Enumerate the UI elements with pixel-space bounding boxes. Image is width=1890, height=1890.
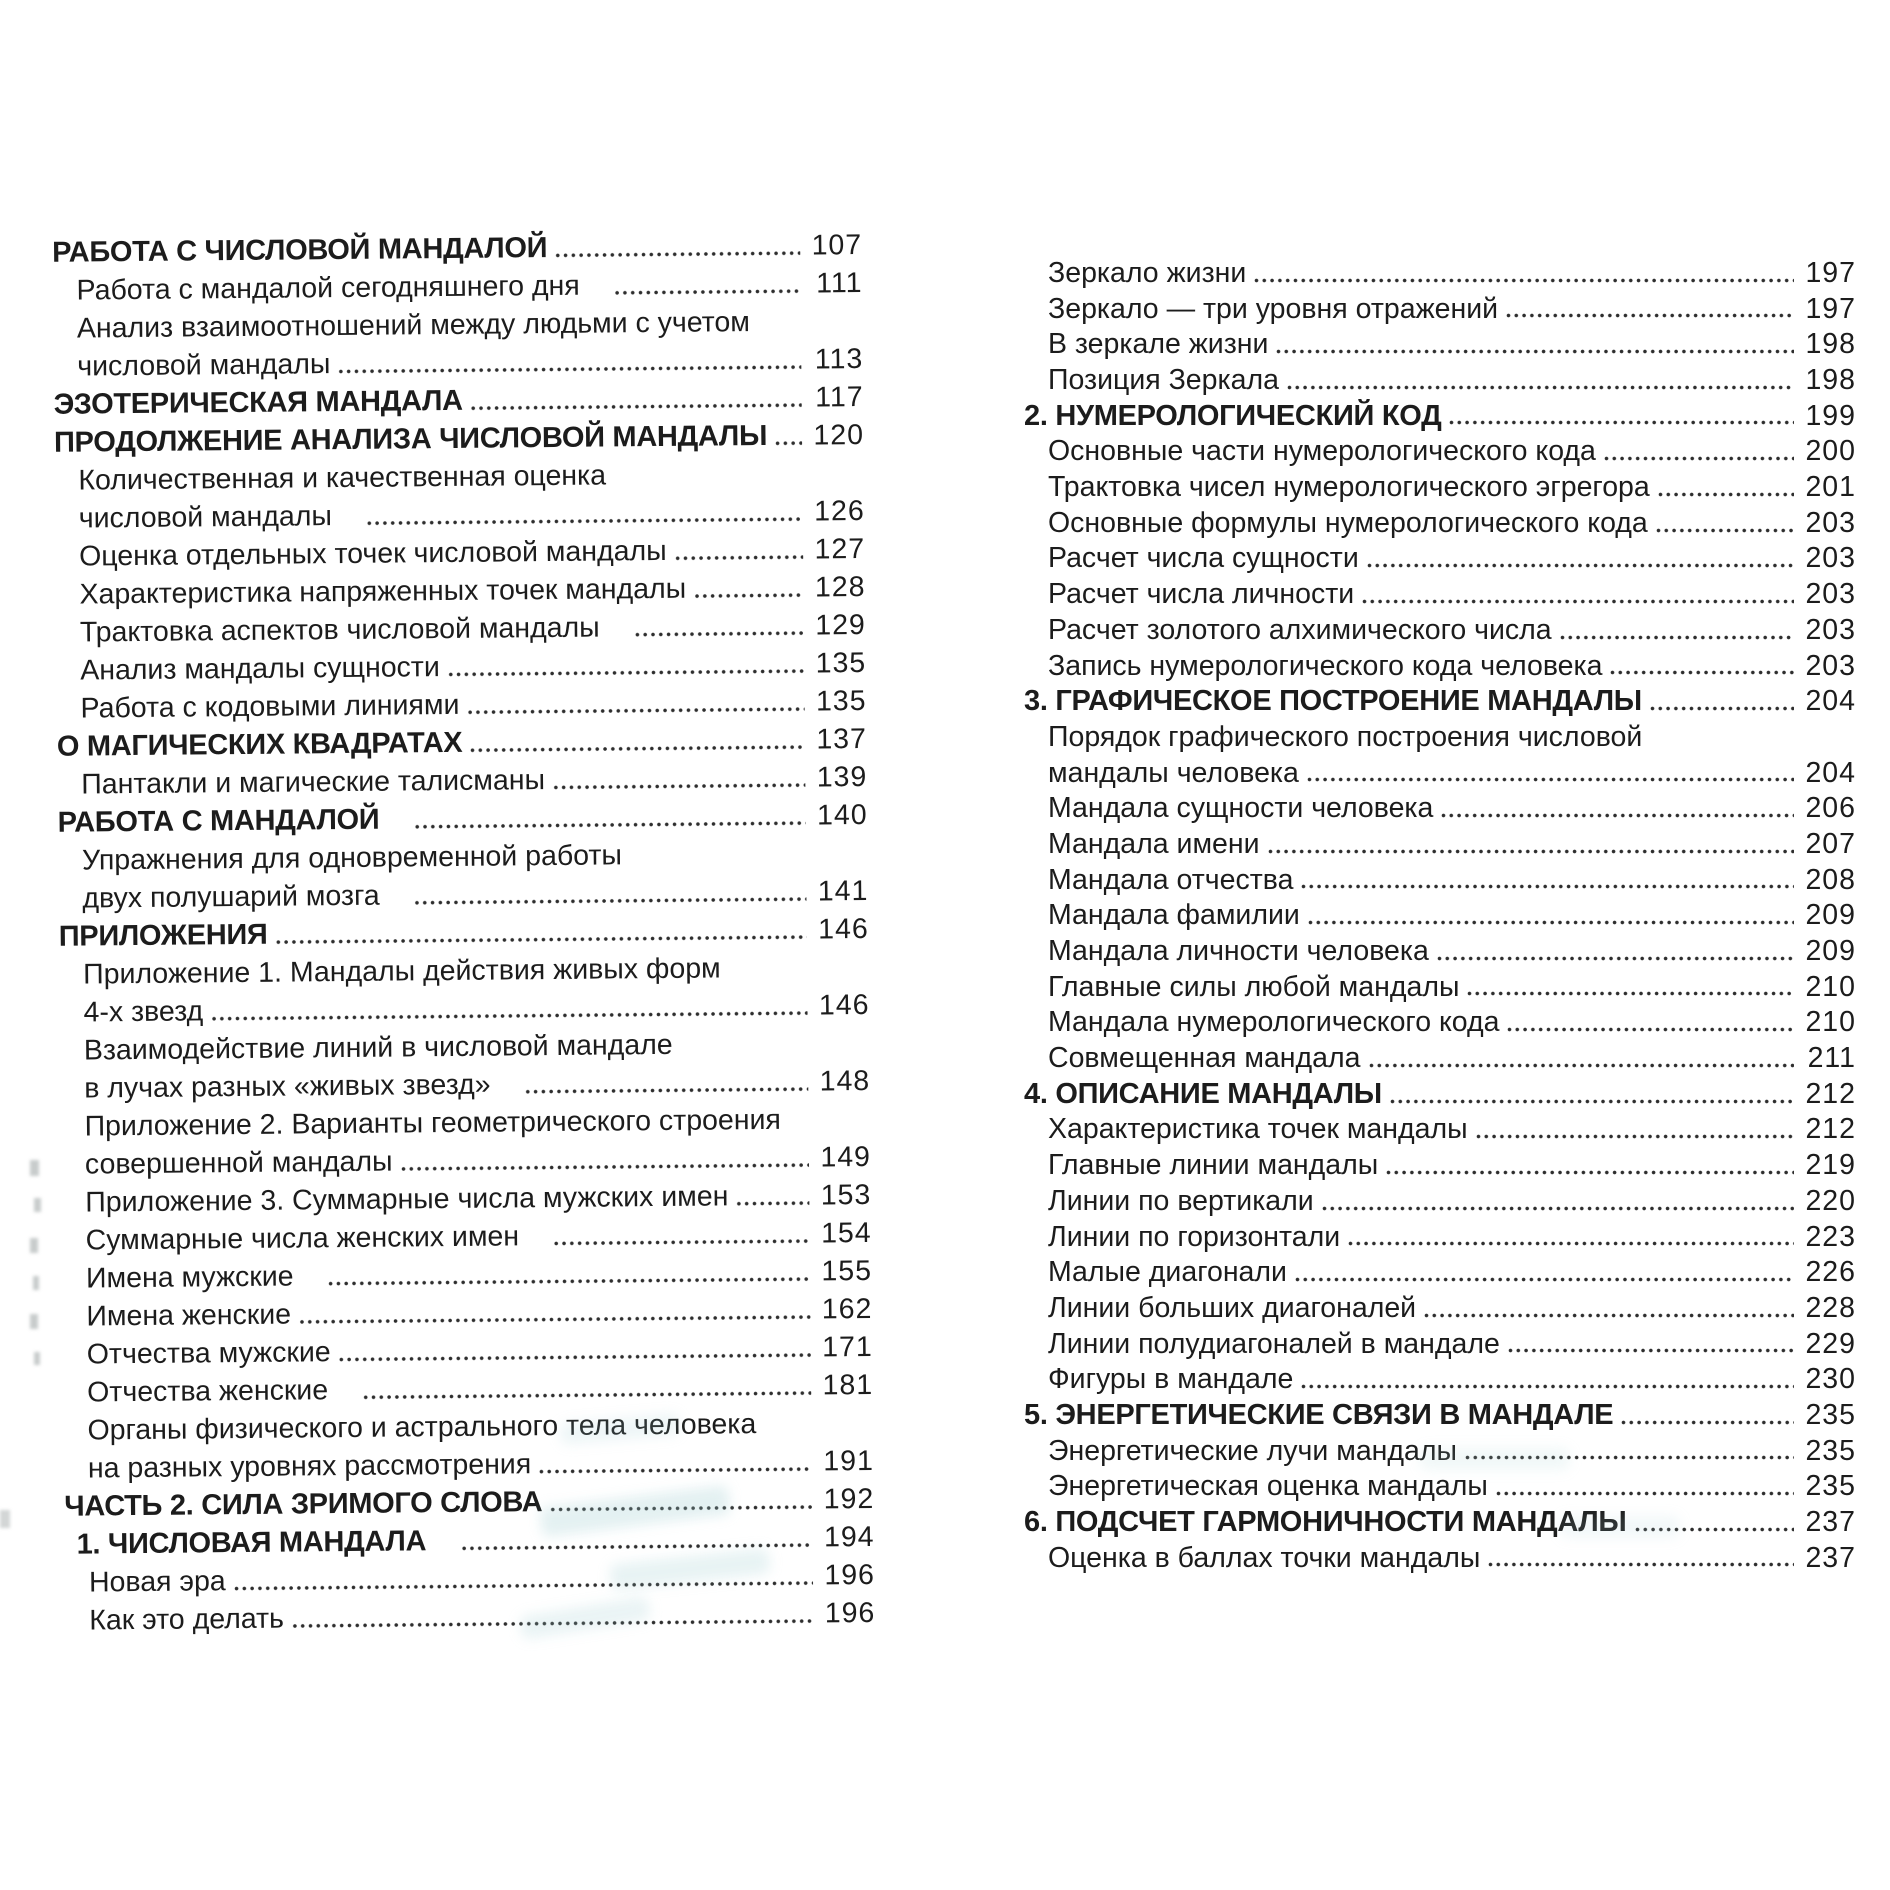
dot-leader <box>553 1237 810 1248</box>
toc-entry-title: Линии по горизонтали <box>1048 1220 1341 1253</box>
toc-item-row <box>77 302 863 348</box>
toc-entry-title: Мандала личности человека <box>1048 935 1429 968</box>
toc-page-number: 197 <box>1805 256 1856 289</box>
toc-page-number: 206 <box>1805 792 1856 825</box>
toc-entry-title: Совмещенная мандала <box>1048 1042 1361 1075</box>
toc-entry-title: Основные формулы нумерологического кода <box>1048 506 1648 539</box>
toc-entry-title: Приложение 2. Варианты геометрического строения <box>84 1103 782 1143</box>
toc-page-number: 203 <box>1805 542 1856 575</box>
toc-entry-title: Энергетическая оценка мандалы <box>1048 1470 1488 1503</box>
dot-leader <box>1366 561 1794 570</box>
toc-page-number: 196 <box>824 1596 876 1630</box>
toc-entry-title: Количественная и качественная оценка <box>78 459 607 497</box>
dot-leader <box>629 857 806 868</box>
toc-entry-title: двух полушарий мозга <box>82 879 380 915</box>
dot-leader <box>774 439 802 448</box>
toc-entry-title: Работа с кодовыми линиями <box>80 688 460 725</box>
toc-entry-title: Расчет числа личности <box>1048 578 1355 611</box>
toc-page-number: 127 <box>814 532 866 566</box>
toc-page-number: 198 <box>1805 364 1856 397</box>
dot-leader <box>291 1617 814 1631</box>
toc-page-number: 129 <box>815 608 866 642</box>
toc-entry-title: Как это делать <box>89 1602 285 1637</box>
dot-leader <box>757 325 801 334</box>
toc-page-number: 135 <box>815 684 867 718</box>
toc-page-number: 153 <box>820 1178 872 1212</box>
toc-page-number: 209 <box>1805 899 1856 932</box>
toc-item-row <box>1048 970 1856 1006</box>
dot-leader <box>1448 418 1794 427</box>
scan-margin-speck <box>30 1314 38 1329</box>
toc-entry-title: Порядок графического построения числовой <box>1048 720 1643 753</box>
toc-page-number: 211 <box>1807 1042 1856 1075</box>
dot-leader <box>362 1389 811 1402</box>
toc-item-row <box>1048 649 1856 685</box>
toc-page-number: 201 <box>1805 471 1856 504</box>
toc-page-number: 235 <box>1805 1470 1856 1503</box>
dot-leader <box>1506 1025 1794 1034</box>
toc-entry-title: 1. ЧИСЛОВАЯ МАНДАЛА <box>76 1525 427 1561</box>
toc-item-row <box>1048 1362 1856 1398</box>
scan-margin-speck <box>34 1198 41 1212</box>
toc-entry-title: мандалы человека <box>1048 756 1299 789</box>
scan-margin-speck <box>30 1238 38 1253</box>
toc-entry-title: Трактовка чисел нумерологического эгрегора <box>1048 471 1650 504</box>
toc-page-number: 196 <box>824 1558 876 1592</box>
toc-page-number: 235 <box>1805 1398 1856 1431</box>
toc-page-number: 212 <box>1805 1113 1856 1146</box>
toc-page-number: 181 <box>822 1368 874 1402</box>
toc-page-number: 171 <box>822 1330 873 1364</box>
toc-entry-title: Зеркало жизни <box>1048 256 1247 289</box>
toc-item-row <box>1048 577 1856 613</box>
toc-page-number: 146 <box>818 988 870 1022</box>
toc-entry-title: Оценка в баллах точки мандалы <box>1048 1541 1481 1574</box>
dot-leader <box>1306 775 1794 784</box>
toc-entry-title: совершенной мандалы <box>84 1145 393 1181</box>
toc-item-row <box>89 1594 875 1640</box>
toc-item-row <box>1048 1005 1856 1041</box>
dot-leader <box>413 819 805 832</box>
dot-leader <box>538 1465 812 1477</box>
toc-page-number: 148 <box>819 1064 871 1098</box>
toc-entry-title: в лучах разных «живых звезд» <box>84 1068 491 1105</box>
toc-entry-title: Линии по вертикали <box>1048 1184 1314 1217</box>
toc-page-number: 203 <box>1805 613 1856 646</box>
toc-item-row <box>1048 1113 1856 1149</box>
dot-leader <box>466 705 804 717</box>
toc-page-number: 198 <box>1805 328 1856 361</box>
dot-leader <box>1385 1168 1794 1177</box>
toc-right-column <box>1024 256 1856 1576</box>
dot-leader <box>210 1009 807 1024</box>
toc-item-row <box>1048 1434 1856 1470</box>
toc-item-row <box>1048 363 1856 399</box>
dot-leader <box>1466 989 1794 998</box>
dot-leader <box>1609 668 1794 677</box>
toc-entry-title: Характеристика напряженных точек мандалы <box>79 572 687 611</box>
toc-page-number: 237 <box>1805 1506 1856 1539</box>
toc-entry-title: Характеристика точек мандалы <box>1048 1113 1468 1146</box>
toc-item-row <box>1048 1148 1856 1184</box>
dot-leader <box>552 781 805 792</box>
toc-entry-title: 2. НУМЕРОЛОГИЧЕСКИЙ КОД <box>1024 399 1442 432</box>
toc-entry-title: ПРОДОЛЖЕНИЕ АНАЛИЗА ЧИСЛОВОЙ МАНДАЛЫ <box>53 419 768 459</box>
toc-page-number: 237 <box>1805 1541 1856 1574</box>
toc-page-number: 199 <box>1805 399 1856 432</box>
dot-leader <box>1507 1346 1794 1355</box>
dot-leader <box>1464 1453 1794 1462</box>
toc-entry-title: ПРИЛОЖЕНИЯ <box>58 918 268 953</box>
toc-entry-title: Энергетические лучи мандалы <box>1048 1434 1458 1467</box>
dot-leader <box>554 249 800 260</box>
dot-leader <box>1657 490 1794 499</box>
toc-entry-title: Пантакли и магические талисманы <box>81 764 546 801</box>
toc-page-number: 135 <box>815 646 867 680</box>
toc-item-row <box>1048 1541 1856 1577</box>
dot-leader <box>338 1351 811 1365</box>
dot-leader <box>1321 1204 1794 1213</box>
toc-page-number: 212 <box>1805 1077 1856 1110</box>
dot-leader <box>1347 1239 1794 1248</box>
toc-entry-title: РАБОТА С ЧИСЛОВОЙ МАНДАЛОЙ <box>52 232 548 269</box>
toc-heading-row <box>1024 684 1856 720</box>
toc-page-number: 203 <box>1805 506 1856 539</box>
dot-leader <box>1440 811 1794 820</box>
toc-heading-row <box>54 416 864 462</box>
dot-leader <box>1649 704 1794 713</box>
toc-page-number: 207 <box>1805 827 1856 860</box>
toc-entry-title: числовой мандалы <box>78 500 333 535</box>
dot-leader <box>337 363 801 376</box>
toc-page-number: 126 <box>814 494 865 528</box>
dot-leader <box>1361 597 1794 606</box>
toc-entry-title: Мандала отчества <box>1048 863 1294 896</box>
toc-item-row <box>1048 827 1856 863</box>
toc-heading-row <box>1024 399 1856 435</box>
toc-entry-title: Линии больших диагоналей <box>1048 1291 1417 1324</box>
dot-leader <box>1655 526 1794 535</box>
toc-item-row <box>1048 863 1856 899</box>
toc-page-number: 208 <box>1805 863 1856 896</box>
toc-page-number: 204 <box>1805 685 1856 718</box>
toc-entry-title: Оценка отдельных точек числовой мандалы <box>78 534 667 573</box>
toc-heading-row <box>1024 1077 1856 1113</box>
toc-page-number: 192 <box>823 1482 875 1516</box>
dot-leader <box>1368 1061 1795 1070</box>
toc-item-row <box>1048 434 1856 470</box>
toc-item-row <box>1048 470 1856 506</box>
toc-page-number: 141 <box>817 874 869 908</box>
toc-entry-title: Мандала сущности человека <box>1048 792 1434 825</box>
dot-leader <box>1300 882 1794 891</box>
toc-page-number: 228 <box>1805 1291 1856 1324</box>
toc-entry-title: 4. ОПИСАНИЕ МАНДАЛЫ <box>1024 1077 1382 1110</box>
toc-page-number: 146 <box>818 912 869 946</box>
dot-leader <box>693 591 803 601</box>
dot-leader <box>1286 383 1794 392</box>
dot-leader <box>763 1427 811 1436</box>
toc-page-number: 200 <box>1805 435 1856 468</box>
toc-entry-title: Фигуры в мандале <box>1048 1363 1294 1396</box>
toc-item-row <box>1048 542 1856 578</box>
toc-page-number: 149 <box>820 1140 872 1174</box>
dot-leader <box>634 629 804 640</box>
dot-leader <box>1603 454 1794 463</box>
dot-leader <box>613 477 802 488</box>
dot-leader <box>328 1275 811 1289</box>
scan-margin-speck <box>34 1352 40 1365</box>
toc-entry-title: Суммарные числа женских имен <box>85 1220 520 1257</box>
toc-page-number: 155 <box>821 1254 873 1288</box>
dot-leader <box>680 1047 808 1057</box>
toc-entry-title: Главные силы любой мандалы <box>1048 970 1460 1003</box>
toc-page-number: 137 <box>816 722 868 756</box>
dot-leader <box>400 1161 809 1174</box>
dot-leader <box>1559 633 1794 642</box>
toc-page-number: 140 <box>816 798 868 832</box>
toc-entry-title: 6. ПОДСЧЕТ ГАРМОНИЧНОСТИ МАНДАЛЫ <box>1024 1506 1627 1539</box>
toc-entry-title: на разных уровнях рассмотрения <box>87 1448 532 1485</box>
toc-entry-title: Мандала фамилии <box>1048 899 1300 932</box>
toc-page-number: 113 <box>814 342 864 376</box>
dot-leader <box>1300 1382 1794 1391</box>
dot-leader <box>1505 311 1794 320</box>
toc-item-row <box>1048 1327 1856 1363</box>
toc-entry-title: Новая эра <box>88 1565 226 1599</box>
toc-entry-title: Приложение 3. Суммарные числа мужских имен <box>85 1180 729 1219</box>
toc-page-number: 223 <box>1805 1220 1856 1253</box>
toc-entry-title: ЭЗОТЕРИЧЕСКАЯ МАНДАЛА <box>53 384 463 421</box>
toc-entry-title: Упражнения для одновременной работы <box>81 839 623 877</box>
dot-leader <box>1267 847 1794 856</box>
dot-leader <box>525 1085 809 1097</box>
toc-page-number: 194 <box>823 1520 875 1554</box>
toc-page-number: 204 <box>1805 756 1856 789</box>
dot-leader <box>674 553 804 563</box>
toc-item-row <box>1048 292 1856 328</box>
dot-leader <box>549 1503 812 1515</box>
dot-leader <box>414 895 807 908</box>
dot-leader <box>1495 1489 1794 1498</box>
toc-entry-title: Отчества женские <box>87 1374 329 1409</box>
toc-page-number: 210 <box>1805 970 1856 1003</box>
toc-page-number: 210 <box>1805 1006 1856 1039</box>
dot-leader <box>298 1313 810 1327</box>
dot-leader <box>1475 1132 1794 1141</box>
toc-entry-title: Работа с мандалой сегодняшнего дня <box>76 269 580 307</box>
toc-entry-title: Позиция Зеркала <box>1048 364 1279 397</box>
dot-leader <box>1436 954 1794 963</box>
dot-leader <box>366 515 803 528</box>
dot-leader <box>1389 1097 1794 1106</box>
toc-entry-title: 4-х звезд <box>83 995 204 1029</box>
toc-page-number: 226 <box>1805 1256 1856 1289</box>
toc-entry-title: Имена женские <box>86 1298 292 1333</box>
dot-leader <box>275 933 807 947</box>
toc-item-row <box>1048 1469 1856 1505</box>
dot-leader <box>614 287 801 298</box>
toc-item-row <box>1048 1184 1856 1220</box>
dot-leader <box>447 667 804 679</box>
toc-page-number: 209 <box>1805 935 1856 968</box>
dot-leader <box>728 971 808 981</box>
toc-page-number: 220 <box>1805 1184 1856 1217</box>
toc-entry-title: Линии полудиагоналей в мандале <box>1048 1327 1500 1360</box>
dot-leader <box>735 1199 809 1209</box>
toc-page-number: 162 <box>821 1292 873 1326</box>
toc-page-number: 203 <box>1805 578 1856 611</box>
dot-leader <box>1487 1560 1794 1569</box>
dot-leader <box>1423 1311 1794 1320</box>
toc-item-row <box>1048 791 1856 827</box>
toc-page-number: 154 <box>820 1216 872 1250</box>
dot-leader <box>1634 1525 1794 1534</box>
toc-item-row <box>1048 1220 1856 1256</box>
toc-page-number: 197 <box>1805 292 1856 325</box>
dot-leader <box>1649 740 1794 749</box>
toc-item-row <box>1048 613 1856 649</box>
scan-margin-speck <box>0 1510 10 1528</box>
toc-page-number: 203 <box>1805 649 1856 682</box>
toc-item-row <box>1048 256 1856 292</box>
toc-page-number: 191 <box>823 1444 875 1478</box>
toc-entry-title: Приложение 1. Мандалы действия живых форм <box>82 952 721 991</box>
toc-entry-title: 5. ЭНЕРГЕТИЧЕСКИЕ СВЯЗИ В МАНДАЛЕ <box>1024 1398 1614 1431</box>
toc-page-number: 120 <box>813 418 865 452</box>
toc-item-row <box>1048 934 1856 970</box>
toc-page-number: 229 <box>1805 1327 1856 1360</box>
toc-entry-title: Мандала имени <box>1048 827 1260 860</box>
dot-leader <box>788 1123 809 1132</box>
dot-leader <box>1275 347 1794 356</box>
toc-page-number: 111 <box>816 266 863 300</box>
dot-leader <box>460 1541 813 1553</box>
toc-item-row <box>1048 1255 1856 1291</box>
toc-entry-title: Взаимодействие линий в числовой мандале <box>83 1028 673 1067</box>
scan-margin-speck <box>30 1160 39 1176</box>
toc-entry-title: 3. ГРАФИЧЕСКОЕ ПОСТРОЕНИЕ МАНДАЛЫ <box>1024 685 1642 718</box>
toc-entry-title: Мандала нумерологического кода <box>1048 1006 1500 1039</box>
toc-page-number: 235 <box>1805 1434 1856 1467</box>
toc-entry-title: Анализ мандалы сущности <box>80 651 440 687</box>
toc-page-number: 139 <box>816 760 868 794</box>
toc-page-number: 117 <box>815 380 864 414</box>
dot-leader <box>1253 276 1794 285</box>
dot-leader <box>470 401 802 413</box>
dot-leader <box>233 1579 813 1594</box>
toc-entry-title: Имена мужские <box>85 1260 294 1295</box>
toc-item-row <box>1048 327 1856 363</box>
toc-entry-title: Расчет числа сущности <box>1048 542 1359 575</box>
toc-item-row <box>1048 720 1856 756</box>
toc-item-row <box>84 1100 870 1146</box>
toc-item-row <box>87 1404 873 1450</box>
toc-entry-title: Запись нумерологического кода человека <box>1048 649 1603 682</box>
scan-margin-speck <box>33 1276 39 1290</box>
toc-entry-title: ЧАСТЬ 2. СИЛА ЗРИМОГО СЛОВА <box>64 1486 543 1523</box>
toc-page-number: 107 <box>811 228 863 262</box>
toc-entry-title: числовой мандалы <box>77 348 331 383</box>
toc-entry-title: Трактовка аспектов числовой мандалы <box>79 611 600 649</box>
toc-item-row <box>1048 898 1856 934</box>
toc-entry-title: О МАГИЧЕСКИХ КВАДРАТАХ <box>56 726 463 763</box>
toc-item-row <box>1048 1041 1856 1077</box>
toc-item-row <box>1048 756 1856 792</box>
toc-page-number: 230 <box>1805 1363 1856 1396</box>
toc-entry-title: Расчет золотого алхимического числа <box>1048 613 1552 646</box>
toc-entry-title: Анализ взаимоотношений между людьми с учетом <box>76 306 751 345</box>
toc-heading-row <box>1024 1505 1856 1541</box>
toc-entry-title: Малые диагонали <box>1048 1256 1287 1289</box>
dot-leader <box>1307 918 1794 927</box>
toc-item-row <box>1048 1291 1856 1327</box>
dot-leader <box>469 743 805 755</box>
dot-leader <box>1620 1418 1794 1427</box>
toc-entry-title: В зеркале жизни <box>1048 328 1269 361</box>
toc-entry-title: Основные части нумерологического кода <box>1048 435 1596 468</box>
toc-item-row <box>1048 506 1856 542</box>
toc-entry-title: Главные линии мандалы <box>1048 1149 1379 1182</box>
toc-entry-title: Отчества мужские <box>86 1336 331 1371</box>
toc-page-number: 128 <box>814 570 866 604</box>
dot-leader <box>1294 1275 1794 1284</box>
toc-entry-title: Зеркало — три уровня отражений <box>1048 292 1499 325</box>
toc-left-column <box>52 226 875 1640</box>
toc-entry-title: Органы физического и астрального тела человека <box>87 1408 757 1447</box>
toc-heading-row <box>1024 1398 1856 1434</box>
toc-entry-title: РАБОТА С МАНДАЛОЙ <box>57 803 380 839</box>
toc-page-number: 219 <box>1805 1149 1856 1182</box>
